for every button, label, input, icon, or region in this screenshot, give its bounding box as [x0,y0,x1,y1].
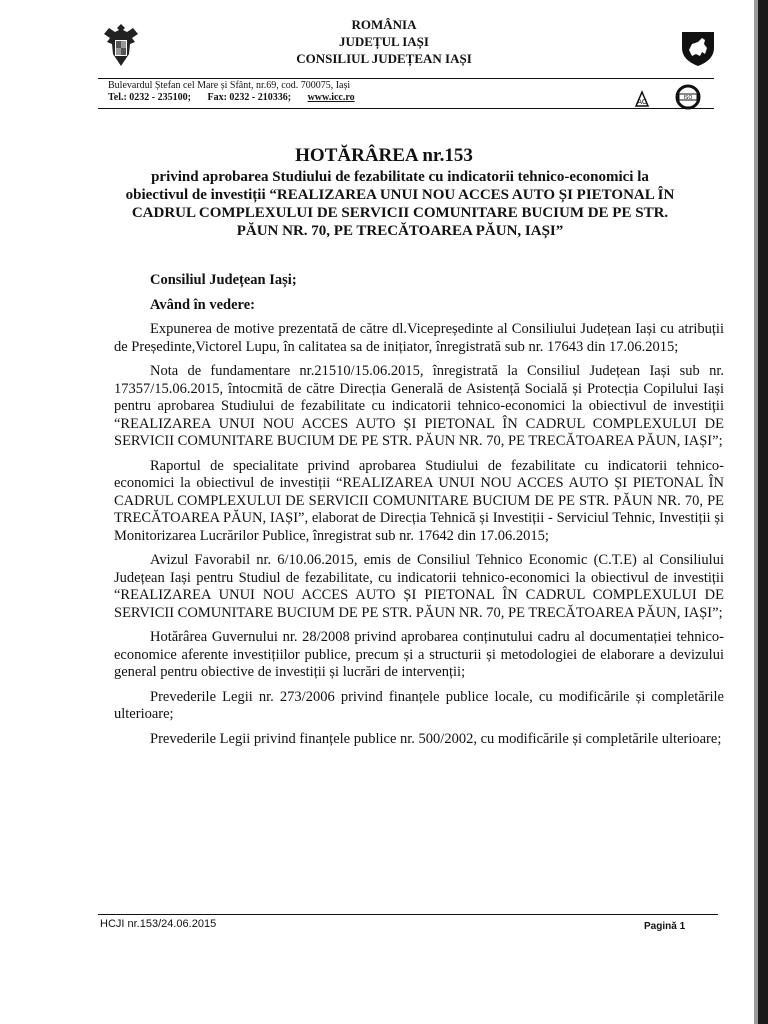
country-name: ROMÂNIA [351,17,417,32]
paragraph: Expunerea de motive prezentată de către dl.Vicepreședinte al Consiliului Județean Iași cu atribuții de Președinte,Victorel Lupu, în calitatea sa de inițiator, înregistrată sub nr. 17643 din 17.06.2015; [114,321,724,355]
paragraph: Prevederile Legii privind finanțele publice nr. 500/2002, cu modificările și completările ulterioare; [150,730,722,747]
footer-rule [98,914,718,915]
iso-certification-icon [677,86,699,108]
council-name: CONSILIUL JUDEȚEAN IAȘI [296,51,472,66]
address-block [108,80,668,104]
fax-text: Fax: 0232 - 210336; [207,92,292,103]
paragraph: Prevederile Legii nr. 273/2006 privind finanțele publice locale, cu modificările și completările ulterioare; [114,688,724,722]
iso-logo-text: ĪSO [683,95,693,101]
county-crest-icon [680,28,716,68]
county-name: JUDEȚUL IAȘI [339,34,429,49]
contact-line [108,92,668,104]
header-titles [0,16,768,67]
document-subtitle: privind aprobarea Studiului de fezabilitate cu indicatorii tehnico-economici la obiectivul de investiții “REALIZAREA UNUI NOU ACCES AUTO ȘI PIETONAL ÎN CADRUL COMPLEXULUI DE SERVICII COMUNITARE BUCIUM DE PE STR. PĂUN NR. 70, PE TRECĂTOAREA PĂUN, IAȘI” [125,169,675,239]
address-line: Bulevardul Ștefan cel Mare și Sfânt, nr.69, cod. 700075, Iași [108,80,351,91]
document-title: HOTĂRÂREA nr.153 [295,145,473,166]
page-number: Pagină 1 [644,921,686,932]
having-line: Având în vedere: [150,296,255,313]
paragraph: Avizul Favorabil nr. 6/10.06.2015, emis de Consiliul Tehnico Economic (C.T.E) al Consiliului Județean Iași pentru Studiul de fezabilitate, cu indicatorii tehnico-economici la obiectivul de investiții “REALIZAREA UNUI NOU ACCES AUTO ȘI PIETONAL ÎN CADRUL COMPLEXULUI DE SERVICII COMUNITARE BUCIUM DE PE STR. PĂUN NR. 70, PE TRECĂTOAREA PĂUN, IAȘI”; [114,552,724,621]
header-bottom-rule [98,108,714,109]
paragraph: Hotărârea Guvernului nr. 28/2008 privind aprobarea conținutului cadru al documentației tehnico-economice aferente investițiilor publice, precum și a structurii și metodologiei de elaborare a devizului general pentru obiective de investiții și lucrări de intervenții; [114,629,724,680]
paragraph: Nota de fundamentare nr.21510/15.06.2015, înregistrată la Consiliul Județean Iași sub nr. 17357/15.06.2015, întocmită de către Direcția Generală de Asistență Socială și Protecția Copilului Iași pentru aprobarea Studiului de fezabilitate cu indicatorii tehnico-economici la obiectivul de investiții “REALIZAREA UNUI NOU ACCES AUTO ȘI PIETONAL ÎN CADRUL COMPLEXULUI DE SERVICII COMUNITARE BUCIUM DE PE STR. PĂUN NR. 70, PE TRECĂTOAREA PĂUN, IAȘI”; [114,363,724,449]
document-body [114,272,724,755]
svg-text:AC: AC [637,98,647,106]
footer-reference: HCJI nr.153/24.06.2015 [100,918,217,930]
website-link[interactable]: www.icc.ro [307,92,355,103]
certification-logos [632,84,722,110]
council-line: Consiliul Județean Iași; [150,272,297,288]
header-top-rule [98,78,714,79]
paragraph: Raportul de specialitate privind aprobarea Studiului de fezabilitate cu indicatorii tehnico-economici la obiectivul de investiții “REALIZAREA UNUI NOU ACCES AUTO ȘI PIETONAL ÎN CADRUL COMPLEXULUI DE SERVICII COMUNITARE BUCIUM DE PE STR. PĂUN NR. 70, PE TRECĂTOAREA PĂUN, IAȘI”, elaborat de Direcția Tehnică și Investiții - Serviciul Tehnic, Investiții și Monitorizarea Lucrărilor Publice, înregistrat sub nr. 17642 din 17.06.2015; [114,457,724,544]
phone-text: Tel.: 0232 - 235100; [108,92,191,103]
certification-mark-icon [636,92,648,106]
